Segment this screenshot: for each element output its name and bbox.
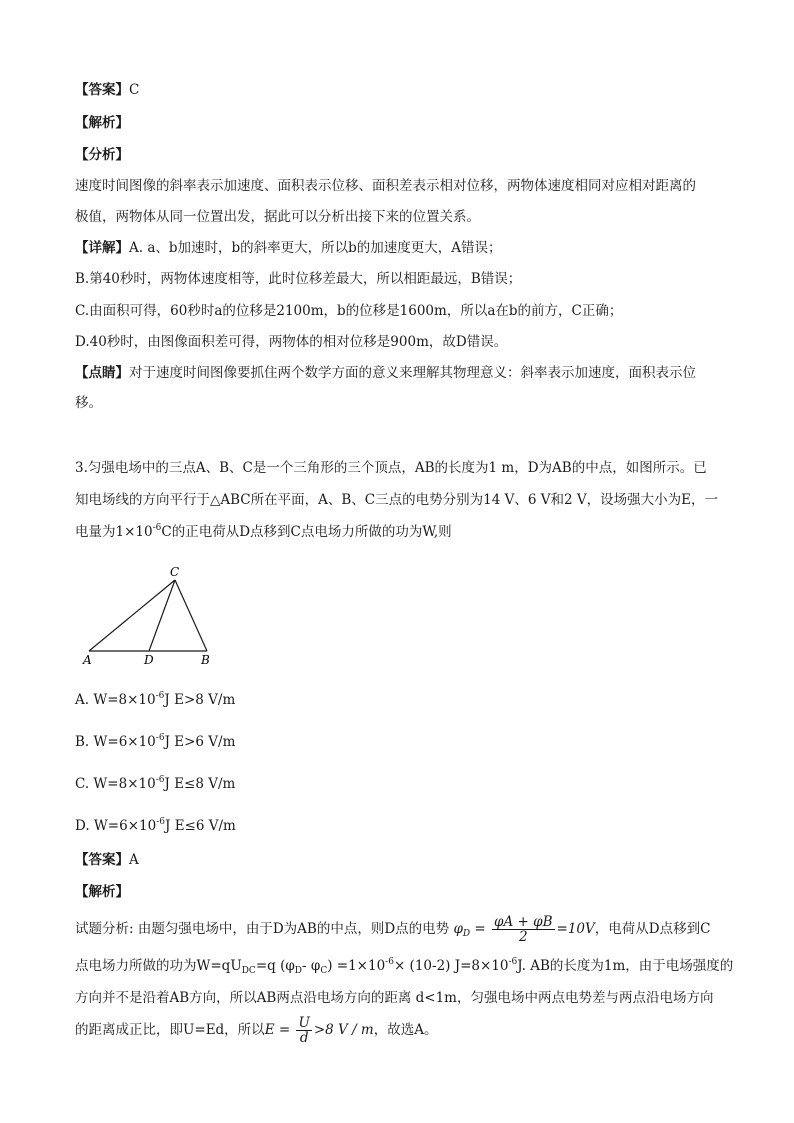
option-a-pre: A. W=8×10 [75, 692, 156, 708]
solution-2-d: ) =1×10 [327, 958, 386, 974]
q3-stem-line-3 [75, 522, 452, 542]
e-fraction [296, 1016, 311, 1045]
option-b-post: J E>6 V/m [164, 734, 236, 750]
q3-answer-line [75, 850, 139, 870]
dianjing-line-1 [75, 363, 696, 383]
detail-b: B.第40秒时，两物体速度相等，此时位移差最大，所以相距最远，B错误； [75, 271, 522, 287]
solution-4-post: ，故选A。 [373, 1022, 438, 1038]
detail-d: D.40秒时，由图像面积差可得，两物体的相对位移是900m，故D错误。 [75, 334, 508, 350]
option-a-exp: -6 [155, 691, 165, 701]
detail-a: A. a、b加速时，b的斜率更大，所以b的加速度更大，A错误； [129, 240, 502, 256]
label-b: B [201, 653, 210, 667]
detail-label: 【详解】 [75, 240, 129, 256]
option-c-post: J E≤8 V/m [164, 776, 236, 792]
solution-2-exp1: -6 [385, 957, 394, 967]
dianjing-label: 【点睛】 [75, 365, 129, 381]
solution-line-4 [75, 1013, 437, 1047]
q3-answer-label: 【答案】 [75, 852, 129, 868]
fraction-numerator: φA + φB [494, 914, 553, 930]
triangle-figure [75, 562, 215, 667]
phi-symbol: φ [453, 921, 463, 937]
solution-1-pre: 试题分析: 由题匀强电场中，由于D为AB的中点，则D点的电势 [75, 921, 450, 937]
solution-2-sub: DC [241, 966, 256, 976]
solution-2-c: - φ [302, 958, 321, 974]
solution-2-b: =q (φ [255, 958, 295, 974]
solution-2-f: J. AB的长度为1m，由于电场强度的 [517, 958, 734, 974]
option-b-exp: -6 [155, 733, 165, 743]
option-c-pre: C. W=8×10 [75, 776, 156, 792]
answer-label: 【答案】 [75, 82, 129, 98]
e-fraction-denominator: d [299, 1030, 309, 1046]
fraction-denominator: 2 [518, 929, 528, 945]
option-d-post: J E≤6 V/m [164, 818, 236, 834]
q3-stem-line-1: 3.匀强电场中的三点A、B、C是一个三角形的三个顶点，AB的长度为1 m，D为AB的中点，如图所示。已 [75, 460, 707, 476]
potential-fraction [492, 915, 554, 944]
option-c-exp: -6 [155, 775, 165, 785]
equals-sign: = [470, 921, 486, 937]
fenxi-label: 【分析】 [75, 147, 129, 163]
phi-subscript: D [462, 929, 471, 939]
solution-line-2 [75, 956, 733, 976]
option-b[interactable] [75, 732, 235, 752]
e-result: >8 V / m [313, 1022, 374, 1038]
option-d[interactable] [75, 816, 236, 836]
answer-value: C [129, 82, 140, 98]
e-symbol: E = [264, 1022, 291, 1038]
q3-answer-value: A [129, 852, 139, 868]
solution-2-a: 点电场力所做的功为W=qU [75, 958, 242, 974]
fenxi-line-2: 极值，两物体从同一位置出发，据此可以分析出接下来的位置关系。 [75, 209, 480, 225]
option-d-exp: -6 [156, 817, 165, 827]
solution-2-exp2: -6 [508, 957, 518, 967]
label-c: C [170, 565, 180, 579]
option-b-pre: B. W=6×10 [75, 734, 156, 750]
solution-2-sub3: C [320, 966, 328, 976]
detail-c: C.由面积可得，60秒时a的位移是2100m，b的位移是1600m，所以a在b的前方，C正确； [75, 303, 623, 319]
solution-2-e: × (10-2) J=8×10 [393, 958, 509, 974]
e-fraction-numerator: U [298, 1015, 310, 1031]
solution-1-post: ，电荷从D点移到C [594, 921, 711, 937]
fenxi-line-1: 速度时间图像的斜率表示加速度、面积表示位移、面积差表示相对位移，两物体速度相同对应相对距离的 [75, 178, 696, 194]
option-d-pre: D. W=6×10 [75, 818, 157, 834]
potential-result: =10V [556, 921, 595, 937]
dianjing-text-1: 对于速度时间图像要抓住两个数学方面的意义来理解其物理意义：斜率表示加速度，面积表示位 [129, 365, 696, 381]
q3-stem-line-3-post: C的正电荷从D点移到C点电场力所做的功为W,则 [161, 524, 452, 540]
label-a: A [83, 653, 92, 667]
q3-stem-exponent: -6 [152, 523, 162, 533]
segment-cb [175, 580, 207, 651]
q3-analysis-label: 【解析】 [75, 884, 129, 900]
option-a[interactable] [75, 690, 235, 710]
detail-a-line [75, 238, 502, 258]
label-d: D [144, 653, 154, 667]
option-a-post: J E>8 V/m [164, 692, 236, 708]
solution-4-pre: 的距离成正比，即U=Ed，所以 [75, 1022, 265, 1038]
prev-answer-line [75, 80, 139, 100]
solution-2-sub2: D [294, 966, 303, 976]
dianjing-line-2: 移。 [75, 395, 102, 411]
q3-stem-line-2: 知电场线的方向平行于△ABC所在平面，A、B、C三点的电势分别为14 V、6 V和2 V，设场强大小为E，一 [75, 492, 718, 508]
solution-line-3: 方向并不是沿着AB方向，所以AB两点沿电场方向的距离 d<1m，匀强电场中两点电势差与两点沿电场方向 [75, 990, 714, 1006]
option-c[interactable] [75, 774, 235, 794]
solution-line-1 [75, 912, 710, 946]
q3-stem-line-3-pre: 电量为1×10 [75, 524, 153, 540]
analysis-label: 【解析】 [75, 115, 129, 131]
